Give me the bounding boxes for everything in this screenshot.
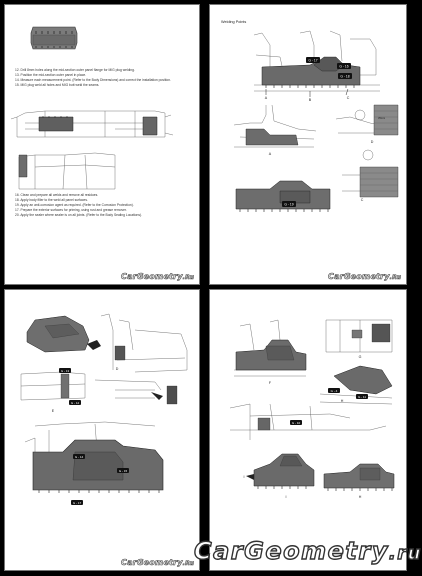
callout-label: G - 13 (60, 368, 70, 373)
page-2-labels (210, 5, 408, 286)
view-label: B (308, 98, 312, 102)
page-3-labels (5, 290, 201, 572)
manual-page-1 (4, 4, 200, 285)
step-text: 18. Apply body filler to the weld all panel surfaces. (15, 197, 88, 202)
callout-label: G - 10 (291, 420, 301, 425)
step-text: 15. MIG plug weld all holes and MIG butt weld the seams. (15, 82, 100, 87)
view-label: D (370, 140, 374, 144)
callout-label: G - 15 (118, 468, 128, 473)
view-label: D (115, 367, 119, 371)
view-label: F (268, 381, 272, 385)
page-title: Welding Points (221, 20, 247, 24)
view-label: E (51, 409, 55, 413)
callout-label: G - 14 (74, 454, 84, 459)
manual-page-2 (209, 4, 407, 285)
view-label: C (360, 198, 364, 202)
page-4-labels (210, 290, 408, 572)
callout-label: G - 18 (340, 74, 350, 79)
view-label: A (268, 152, 272, 156)
outer-panel-illustration-top (5, 5, 201, 286)
callout-label: G - 4 (330, 388, 338, 393)
callout-label: G - 16 (339, 64, 349, 69)
view-label: I (285, 495, 287, 499)
step-text: 12. Drill 8mm holes along the mid-section outer panel flange for MIG plug welding. (15, 68, 135, 72)
dimension-label: 35mm (378, 117, 386, 120)
step-text: 13. Position the mid-section outer panel in place. (15, 72, 87, 77)
manual-page-3 (4, 289, 200, 571)
instructions-block-2 (15, 193, 142, 218)
view-label: I (243, 475, 245, 479)
watermark-large: CarGeometry.ru (194, 537, 422, 565)
manual-page-4 (209, 289, 407, 571)
callout-label: G - 11 (357, 394, 367, 399)
watermark-small: CarGeometry.Ru (121, 558, 195, 567)
watermark-small: CarGeometry.Ru (328, 272, 402, 281)
callout-label: G - 19 (284, 202, 294, 207)
callout-label: G - 17 (72, 500, 82, 505)
step-text: 17. Prepare the exterior surfaces for priming, using rust and grease remover. (15, 207, 127, 212)
step-text: 19. Apply an anti-corrosion agent as required. (Refer to the Corrosion Protection). (15, 202, 134, 207)
watermark-small: CarGeometry.Ru (121, 272, 195, 281)
view-label: A (264, 96, 268, 100)
callout-label: G - 12 (70, 400, 80, 405)
step-text: 16. Clean and prepare all welds and remove all residues. (15, 193, 99, 197)
step-text: 14. Measure each measurement point. (Refer to the Body Dimensions) and correct the installation position. (15, 77, 171, 82)
view-label: G (358, 355, 362, 359)
instructions-block-1 (15, 68, 171, 88)
callout-label: G - 17 (308, 58, 318, 63)
view-label: H (340, 399, 344, 403)
view-label: C (346, 96, 350, 100)
step-text: 20. Apply the sealer where sealer is on all joints. (Refer to the Body Sealing Locations). (15, 212, 143, 217)
view-label: H (358, 495, 362, 499)
